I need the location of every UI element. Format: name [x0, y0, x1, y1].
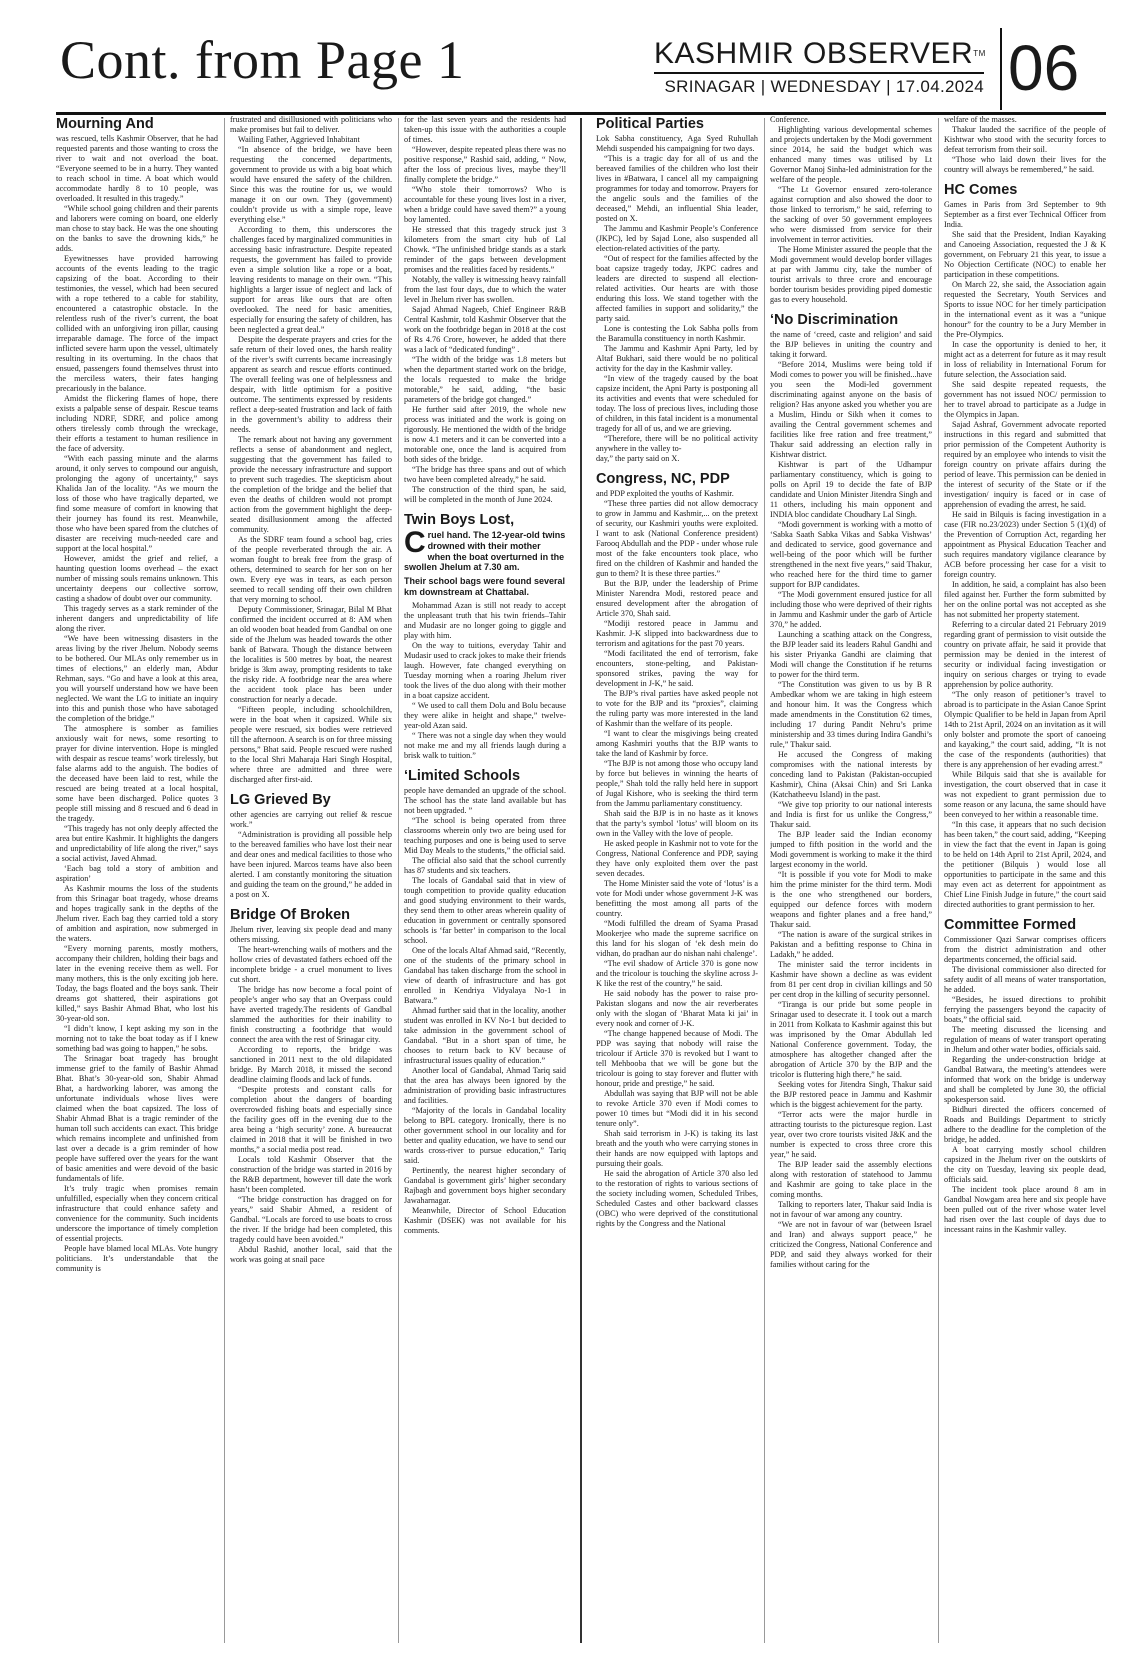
article-paragraph: The divisional commissioner also directed for safety audit of all means of water transportation, he added. — [944, 965, 1106, 994]
article-paragraph: “Modi fulfilled the dream of Syama Prasad Mookerjee who made the supreme sacrifice on this land for his slogan of ‘ek desh mein do vidhan, do pradhan aur do nishan nahi chalenge’. — [596, 919, 758, 958]
page-title: Cont. from Page 1 — [60, 30, 465, 90]
article-paragraph: But the BJP, under the leadership of Prime Minister Narendra Modi, restored peace and ensured development after the abrogation of Article 370, Shah said. — [596, 579, 758, 618]
article-paragraph: “This tragedy has not only deeply affected the area but entire Kashmir. It highlights the dangers and unpredictability of life along the river,” says a social activist, Javed Ahmad. — [56, 824, 218, 863]
column-divider — [224, 118, 225, 1643]
article-paragraph: “Fifteen people, including schoolchildren, were in the boat when it capsized. While six people were rescued, six bodies were retrieved till the afternoon. A search is on for three missing persons,” Bhat said. People rescued were rushed to the local Shri Maharaja Hari Singh Hospital, where three are admitted and three were discharged after first-aid. — [230, 705, 392, 784]
lead-text: ruel hand. The 12-year-old twins drowned with their mother when the boat overturned in the swollen Jhelum at 7.30 am. — [404, 530, 566, 573]
article-paragraph: “Before 2014, Muslims were being told if Modi comes to power you will be finished...have you seen the Modi-led government discriminating against anyone on the basis of religion? Has anyone asked you whether you are a Muslim, Hindu or Sikh when it comes to availing the Central government schemes and facilities like free ration and free treatment,” Thakur said addressing an election rally in Kishtwar district. — [770, 360, 932, 459]
article-paragraph: Despite the desperate prayers and cries for the safe return of their loved ones, the harsh reality of the river’s swift currents became increasingly apparent as search and rescue efforts continued. The overall feeling was one of helplessness and despair, with little optimism for a positive outcome. The sentiments expressed by residents reflect a deep-seated frustration and lack of faith in the government’s ability to address their needs. — [230, 335, 392, 434]
article-paragraph: Amidst the flickering flames of hope, there exists a palpable sense of despair. Rescue teams including NDRF, SDRF, and police among others tirelessly comb through the wreckage, their efforts a testament to human resilience in the face of adversity. — [56, 394, 218, 453]
article-paragraph: for the last seven years and the residents had taken-up this issue with the authorities a couple of times. — [404, 115, 566, 144]
column-1 — [56, 115, 218, 1645]
article-paragraph: Kishtwar is part of the Udhampur parliamentary constituency, which is going to polls on April 19 to decide the fate of BJP candidate and Union Minister Jitendra Singh and 11 others, including his main opponent and INDIA bloc candidate Choudhary Lal Singh. — [770, 460, 932, 519]
article-paragraph: People have blamed local MLAs. Vote hungry politicians. It’s understandable that the community is — [56, 1244, 218, 1273]
article-paragraph: The Jammu and Kashmir Apni Party, led by Altaf Bukhari, said there would be no political activity for the day in the Kashmir valley. — [596, 344, 758, 373]
article-paragraph: “We are not in favour of war (between Israel and Iran) and always support peace,” he criticized the Congress, National Conference and PDP, and said they always worked for their families without caring for the — [770, 1220, 932, 1269]
article-paragraph: Referring to a circular dated 21 February 2019 regarding grant of permission to visit outside the country on private affair, he said it provide that permission may be denied in the interest of security or individual facing investigation or inquiry on serious charges or trying to evade apprehension by police authority. — [944, 620, 1106, 689]
article-lead: Their school bags were found several km downstream at Chattabal. — [404, 576, 566, 597]
article-paragraph: The atmosphere is somber as families anxiously wait for news, some resorting to prayer for divine intervention. Hope is mingled with despair as rescue teams’ work tirelessly, but false alarms add to the anguish. The bodies of the deceased have been laid to rest, while the rescued are being treated at a local hospital, some have been discharged. Police quotes 3 people still missing and 8 rescued and 6 dead in the tragedy. — [56, 724, 218, 823]
article-paragraph: In addition, he said, a complaint has also been filed against her. Further the form submitted by her on the online portal was not accepted as she has not submitted her property statement. — [944, 580, 1106, 619]
article-lead — [404, 526, 566, 573]
article-paragraph: The BJP leader said the assembly elections along with restoration of statehood to Jammu and Kashmir are going to take place in the coming months. — [770, 1160, 932, 1199]
article-paragraph: ‘Each bag told a story of ambition and aspiration’ — [56, 864, 218, 883]
article-paragraph: “With each passing minute and the alarms around, it only serves to compound our anguish, prolonging the agony of uncertainty,” says Khalida Jan of the locality. “As we mourn the loss of those who have tragically departed, we find some measure of comfort in knowing that their journey has found its rest. Meanwhile, those who have been spared from the clutches of disaster are receiving much-needed care and support at the local hospital.” — [56, 454, 218, 553]
article-paragraph: The construction of the third span, he said, will be completed in the month of June 2024. — [404, 485, 566, 504]
article-paragraph: This tragedy serves as a stark reminder of the inherent dangers and unpredictability of life along the river. — [56, 604, 218, 633]
article-paragraph: She said that the President, Indian Kayaking and Canoeing Association, requested the J & K government, on February 21 this year, to issue a No Objection Certificate (NOC) to enable her participation in these competitions. — [944, 230, 1106, 279]
article-paragraph: He said nobody has the power to raise pro-Pakistan slogans and now the air reverberates only with the slogan of ‘Bharat Mata ki jai’ in every nook and corner of J-K. — [596, 989, 758, 1028]
article-paragraph: Mohammad Azan is still not ready to accept the unpleasant truth that his twin friends–Tahir and Mudasir are no longer going to giggle and play with him. — [404, 600, 566, 640]
article-paragraph: the name of ‘creed, caste and religion’ and said the BJP believes in uniting the country and taking it forward. — [770, 330, 932, 359]
article-paragraph: The Home Minister assured the people that the Modi government would develop border villages at par with Jammu city, take the number of tourist arrivals to three crore and encourage border tourism besides providing piped domestic gas to every household. — [770, 245, 932, 304]
article-paragraph: “Modi government is working with a motto of ‘Sabka Saath Sabka Vikas and Sabka Vishwas’ and dedicated to service, good governance and well-being of the poor which will be further strengthened in the next five years,” said Thakur, who reached here for the third time to garner support for BJP candidates. — [770, 520, 932, 589]
article-paragraph: According to them, this underscores the challenges faced by marginalized communities in accessing basic infrastructure. Despite repeated requests, the government has failed to provide even a simple solution like a rope or a boat, leaving residents to manage on their own. “This highlights a larger issue of neglect and lack of support for areas like ours that are often overlooked. The need for basic amenities, especially for ensuring the safety of children, has been neglected a great deal.” — [230, 225, 392, 334]
article-paragraph: He accused the Congress of making compromises with the national interests by conceding land to Pakistan (Pakistan-occupied Kashmir), China (Aksai Chin) and Sri Lanka (Katchatheevu Island) in the past. — [770, 750, 932, 799]
article-paragraph: “However, despite repeated pleas there was no positive response,” Rashid said, adding, “ Now, after the loss of precious lives, maybe they’ll finally complete the bridge.” — [404, 145, 566, 184]
article-paragraph: “The only reason of petitioner’s travel to abroad is to participate in the Asian Canoe Sprint Olympic Qualifier to be held in Japan from April 14th to 21st April, 2024 on an invitation as it will only bolster and promote the sport of canoeing and kayaking,” the court said, adding, “It is not the case of the respondents (authorities) that there is any apprehension of her evading arrest.” — [944, 690, 1106, 769]
article-paragraph: Pertinently, the nearest higher secondary of Gandabal is government girls’ higher secondary Rajbagh and government boys higher secondary Jawaharnagar. — [404, 1165, 566, 1205]
article-paragraph: “Majority of the locals in Gandabal locality belong to BPL category. Ironically, there is no other government school in our locality and for better and quality education, we have to send our wards cross-river to pursue education,” Tariq said. — [404, 1105, 566, 1165]
article-paragraph: “The school is being operated from three classrooms wherein only two are being used for teaching purposes and one is being used to serve Mid Day Meals to the students,” the official said. — [404, 815, 566, 855]
article-paragraph: He said in Bilquis is facing investigation in a case (FIR no.23/2023) under Section 5 (1)(d) of the Prevention of Corruption Act, regarding her appointment as Physical Education Teacher and such requires mandatory vigilance clearance by ACB before processing her case for a visit to foreign country. — [944, 510, 1106, 579]
article-paragraph: Eyewitnesses have provided harrowing accounts of the events leading to the tragic capsizing of the boat. According to their testimonies, the vessel, which had been secured with a rope tethered to a cable for stability, encountered a catastrophic obstacle. In the relentless rush of the river’s current, the boat collided with an unforgiving iron pillar, causing irreparable damage. The force of the impact inflicted severe harm upon the vessel, ultimately resulting in its overturning. In the chaos that ensued, passengers found themselves thrust into the merciless waters, their fates hanging precariously in the balance. — [56, 254, 218, 393]
article-paragraph: “Administration is providing all possible help to the bereaved families who have lost their near and dear ones and medical facilities to those who have been injured. Marcos teams have also been alerted. I am constantly monitoring the situation and guiding the team on the ground,” he added in a post on X. — [230, 830, 392, 899]
drop-cap: C — [404, 526, 426, 559]
article-paragraph: Wailing Father, Aggrieved Inhabitant — [238, 135, 360, 144]
article-paragraph: “It is possible if you vote for Modi to make him the prime minister for the third term. Modi is the one who strengthened our borders, equipped our defence forces with modern weapons and fighter planes and a free hand,” Thakur said. — [770, 870, 932, 929]
article-paragraph: One of the locals Altaf Ahmad said, “Recently, one of the students of the primary school in Gandabal has taken discharge from the school in view of dearth of infrastructure and has got enrolled in Kendriya Vidyalaya No-1 in Batwara.” — [404, 945, 566, 1005]
article-paragraph: “The Lt Governor ensured zero-tolerance against corruption and also showed the door to those linked to terrorism,” he said, referring to the sacking of over 50 government employees who were dismissed from service for their involvement in terror activities. — [770, 185, 932, 244]
article-paragraph: “We give top priority to our national interests and India is first for us unlike the Congress,” Thakur said. — [770, 800, 932, 829]
article-paragraph: Launching a scathing attack on the Congress, the BJP leader said its leaders Rahul Gandhi and his sister Priyanka Gandhi are claiming that Modi will change the Constitution if he returns to power for the third term. — [770, 630, 932, 679]
article-headline: Committee Formed — [944, 917, 1077, 933]
article-paragraph: The Home Minister said the vote of ‘lotus’ is a vote for Modi under whose government J-K was benefitting the most among all parts of the country. — [596, 879, 758, 918]
article-paragraph: “The Constitution was given to us by B R Ambedkar whom we are taking in high esteem and honour him. It was the Congress which made amendments in the Constitution 62 times, including 17 during Pandit Nehru’s prime ministership and 33 times during Indira Gandhi’s rule,” Thakur said. — [770, 680, 932, 749]
article-paragraph: Another local of Gandabal, Ahmad Tariq said that the area has always been ignored by the administration of providing basic infrastructures and facilities. — [404, 1065, 566, 1105]
article-headline: LG Grieved By — [230, 792, 331, 808]
brand-divider — [654, 72, 984, 74]
trademark-mark: TM — [973, 49, 986, 58]
article-paragraph: As Kashmir mourns the loss of the students from this Srinagar boat tragedy, whose dreams and hopes tragically sank in the depths of the Jhelum river. Each bag they carried told a story of ambition and aspiration, now submerged in the waters. — [56, 884, 218, 943]
article-paragraph: Meanwhile, Director of School Education Kashmir (DSEK) was not available for his comments. — [404, 1205, 566, 1235]
article-paragraph: “These three parties did not allow democracy to grow in Jammu and Kashmir,... on the pretext of security, our Kashmiri youths were exploited. I want to ask (National Conference president) Farooq Abdullah and the PDP - under whose rule most of the fake encounters took place, who fired on the children of Kashmir and handed the gun to them? It is these three parties.” — [596, 499, 758, 578]
article-paragraph: It’s truly tragic when promises remain unfulfilled, especially when they concern critical infrastructure that could enhance safety and convenience for the community. Such incidents underscore the importance of timely completion of essential projects. — [56, 1184, 218, 1243]
article-paragraph: “Out of respect for the families affected by the boat capsize tragedy today, JKPC cadres and leaders are directed to suspend all election-related activities. Our hearts are with those enduring this loss. We stand together with the affected families in support and solidarity,” the party said. — [596, 254, 758, 323]
article-paragraph: other agencies are carrying out relief & rescue work.” — [230, 810, 392, 829]
column-5 — [770, 115, 932, 1645]
article-paragraph: “The change happened because of Modi. The PDP was saying that nobody will raise the tricolour if Article 370 is revoked but I want to tell Mehbooba that we will be gone but the tricolour is going to stay forever and flutter with honour, pride and prestige,” he said. — [596, 1029, 758, 1088]
article-paragraph: Lone is contesting the Lok Sabha polls from the Baramulla constituency in north Kashmir. — [596, 324, 758, 343]
article-headline: Congress, NC, PDP — [596, 471, 730, 487]
article-paragraph: He said the abrogation of Article 370 also led to the restoration of rights to various sections of the society including women, Scheduled Tribes, Scheduled Castes and other backward classes (OBC) who were deprived of the constitutional rights by the Congress and the National — [596, 1169, 758, 1228]
article-paragraph: “The width of the bridge was 1.8 meters but when the department started work on the bridge, the locals requested to make the bridge motorable,” he said, adding, “the basic parameters of the bridge got changed.” — [404, 355, 566, 404]
article-paragraph: Seeking votes for Jitendra Singh, Thakur said the BJP restored peace in Jammu and Kashmir which is the biggest achievement for the party. — [770, 1080, 932, 1109]
article-paragraph: The BJP leader said the Indian economy jumped to fifth position in the world and the Modi government is working to make it the third largest economy in the world. — [770, 830, 932, 869]
article-paragraph: Conference. — [770, 115, 810, 124]
article-paragraph: “The Modi government ensured justice for all including those who were deprived of their rights in Jammu and Kashmir under the garb of Article 370,” he added. — [770, 590, 932, 629]
article-paragraph: “In this case, it appears that no such decision has been taken,” the court said, adding, “Keeping in view the fact that the event in Japan is going to be held on 14th April to 21st April, 2024, and the petitioner (Bilquis ) would lose all opportunities to participate in the same and this may even act as deterrent for appointment as Chief Line Finish Judge in future,” the court said directed authorities to grant permission to her. — [944, 820, 1106, 909]
article-paragraph: “In absence of the bridge, we have been requesting the concerned departments, government to provide us with a big boat which would have ensured the safety of the children. Since this was the routine for us, we would manage it on our own. They (government) couldn’t provide us with a simple rope, leave everything else.” — [230, 145, 392, 224]
article-paragraph: frustrated and disillusioned with politicians who make promises but fail to deliver. — [230, 115, 392, 134]
article-paragraph: According to reports, the bridge was sanctioned in 2011 next to the old dilapidated bridge. By March 2018, it missed the second deadline claiming floods and lack of funds. — [230, 1045, 392, 1084]
article-paragraph: “Modi facilitated the end of terrorism, fake encounters, stone-pelting, and Pakistan-sponsored strikes, paving the way for development in J-K,” he said. — [596, 649, 758, 688]
article-headline: ‘Limited Schools — [404, 767, 521, 784]
article-paragraph: “Therefore, there will be no political activity anywhere in the valley to- — [596, 434, 758, 453]
article-paragraph: Notably, the valley is witnessing heavy rainfall from the last four days, due to which the water level in Jhelum river has swollen. — [404, 275, 566, 304]
article-headline: ‘No Discrimination — [770, 312, 899, 328]
article-paragraph: The BJP’s rival parties have asked people not to vote for the BJP and its “proxies”, claiming the ruling party was more interested in the land of Kashmir than the welfare of its people. — [596, 689, 758, 728]
article-paragraph: A boat carrying mostly school children capsized in the Jhelum river on the outskirts of the city on Tuesday, leaving six people dead, officials said. — [944, 1145, 1106, 1184]
article-paragraph: “Every morning parents, mostly mothers, accompany their children, holding their bags and later in the evening receive them as well. For many mothers, this is the only exciting job here. Today, the bags floated and the boys sank. Their dreams got shattered, their aspirations got killed,” says Bashir Ahmad Bhat, who lost his 30-year-old son. — [56, 944, 218, 1023]
article-paragraph: However, amidst the grief and relief, a haunting question looms overhead – the exact number of missing souls remains unknown. This uncertainty deepens our collective sorrow, casting a shadow of doubt over our community. — [56, 554, 218, 603]
article-paragraph: Locals told Kashmir Observer that the construction of the bridge was started in 2016 by the R&B department, however till date the work hasn’t been completed. — [230, 1155, 392, 1194]
article-paragraph: The meeting discussed the licensing and regulation of means of water transport operating in Jhelum and other water bodies, officials said. — [944, 1025, 1106, 1054]
article-paragraph: The locals of Gandabal said that in view of tough competition to provide quality education and good studying environment to their wards, they send them to other areas wherein quality of education in government or centrally sponsored schools is ‘far better’ in comparison to the local school. — [404, 875, 566, 945]
article-paragraph: Highlighting various developmental schemes and projects undertaken by the Modi government since 2014, he said the budget which was enhanced many times was utilised by Lt Governor Manoj Sinha-led administration for the welfare of the people. — [770, 125, 932, 184]
brand-text: KASHMIR OBSERVER — [654, 37, 974, 70]
article-paragraph: “This is a tragic day for all of us and the bereaved families of the children who lost their lives in #Batwara, I cancel all my campaigning programmes for today and tomorrow. Prayers for the angelic souls and the families of the deceased,” Mehdi, an influential Shia leader, posted on X. — [596, 154, 758, 223]
article-paragraph: Commissioner Qazi Sarwar comprises officers from the district administration and other departments concerned, the official said. — [944, 935, 1106, 964]
page-number: 06 — [1000, 28, 1106, 110]
article-paragraph: “The evil shadow of Article 370 is gone now and the tricolour is touching the skyline across J-K like the rest of the country,” he said. — [596, 959, 758, 988]
article-headline: Mourning And — [56, 116, 154, 132]
column-divider — [764, 118, 765, 1643]
article-paragraph: He further said after 2019, the whole new process was initiated and the work is going on rigorously. He mentioned the width of the bridge is now 4.1 meters and it can be converted into a motorable one, once the land is acquired from both sides of the bridge. — [404, 405, 566, 464]
article-paragraph: In case the opportunity is denied to her, it might act as a deterrent for future as it may result in loss of reliability in International Forum for future selection, the Association said. — [944, 340, 1106, 379]
article-paragraph: Jhelum river, leaving six people dead and many others missing. — [230, 925, 392, 944]
article-paragraph: The Srinagar boat tragedy has brought immense grief to the family of Bashir Ahmad Bhat. Bhat’s 30-year-old son, Shabir Ahmad Bhat, a hardworking laborer, was among the unfortunate individuals whose lives were claimed when the boat capsized. The loss of Shabir Ahmad Bhat is a tragic reminder of the human toll such accidents can exact. This bridge which remains incomplete and unfinished from last over a decade is a grim reminder of how people have suffered over the years for the want of basic amenities and were devoid of the basic fundamentals of life. — [56, 1054, 218, 1183]
article-paragraph: Sajad Ahmad Nageeb, Chief Engineer R&B Central Kashmir, told Kashmir Observer that the work on the footbridge began in 2018 at the cost of Rs 4.76 Crore, however, he added that there was a lack of “dedicated funding” . — [404, 305, 566, 354]
article-paragraph: “In view of the tragedy caused by the boat capsize incident, the Apni Party is postponing all its activities and events that were scheduled for today. The loss of precious lives, including those of children, in this fatal incident is a monumental tragedy for all of us, and we are grieving. — [596, 374, 758, 433]
article-paragraph: welfare of the masses. — [944, 115, 1017, 124]
article-paragraph: day,” the party said on X. — [596, 454, 680, 463]
article-paragraph: On March 22, she said, the Association again requested the Secretary, Youth Services and Sports to issue NOC for her timely participation in the international event as it was a “unique honour” for the country to be a Jury Member in the Pre-Olympics. — [944, 280, 1106, 339]
article-paragraph: He stressed that this tragedy struck just 3 kilometers from the smart city hub of Lal Chowk. “The unfinished bridge stands as a stark reminder of the gaps between development promises and the realities faced by residents.” — [404, 225, 566, 274]
article-paragraph: The heart-wrenching wails of mothers and the hollow cries of devastated fathers echoed off the incomplete bridge - a cruel monument to lives cut short. — [230, 945, 392, 984]
article-paragraph: “We have been witnessing disasters in the areas living by the river Jhelum. Nobody seems to be bothered. Our MLAs only remember us in times of elections,” an elderly man, Abdur Rehman, says. “Go and have a look at this area, you will yourself understand how we have been neglected. We want the LG to initiate an inquiry into this and punish those who have sabotaged the completion of the bridge.” — [56, 634, 218, 723]
article-paragraph: Regarding the under-construction bridge at Gandbal Batwara, the meeting’s attendees were informed that work on the bridge is underway and shall be completed by June 30, the official spokesperson said. — [944, 1055, 1106, 1104]
article-headline: Bridge Of Broken — [230, 907, 351, 923]
article-paragraph: Thakur lauded the sacrifice of the people of Kishtwar who stood with the security forces to defeat terrorism from their soil. — [944, 125, 1106, 154]
article-paragraph: Deputy Commissioner, Srinagar, Bilal M Bhat confirmed the incident occurred at 8: AM when an old wooden boat headed from Gandbal on one side of the Jhelum was headed towards the other bank of Batwara. Though the distance between the localities is 500 metres by boat, the nearest bridge is 3km away, prompting residents to take the risky ride. A footbridge near the area where the accident took place has been under construction for nearly a decade. — [230, 605, 392, 704]
article-paragraph: “Tiranga is our pride but some people in Srinagar used to desecrate it. I took out a march in 2011 from Kolkata to Kashmir against this but was imprisoned by the Omar Abdullah led National Conference government. Today, the atmosphere has altogether changed after the abrogation of Article 370 by the BJP and the tricolor is fluttering high there,” he said. — [770, 1000, 932, 1079]
article-paragraph: As the SDRF team found a school bag, cries of the people reverberated through the air. A woman fought to break free from the grasp of others, determined to search for her son on her own. Every eye was in tears, as each person seemed to recall sending off their own children that very morning to school. — [230, 535, 392, 604]
article-paragraph: “Modiji restored peace in Jammu and Kashmir. J-K slipped into backwardness due to terrorism and agitations for the past 70 years. — [596, 619, 758, 648]
article-paragraph: “ We used to call them Dolu and Bolu because they were alike in height and shape,” twelve-year-old Azan said. — [404, 700, 566, 730]
column-6 — [944, 115, 1106, 1645]
article-paragraph: Ahmad further said that in the locality, another student was enrolled in KV No-1 but decided to take admission in the government school of Gandabal. “But in a short span of time, he chooses to return back to KV because of infrastructural issues quality of education.” — [404, 1005, 566, 1065]
article-paragraph: On the way to tuitions, everyday Tahir and Mudasir used to crack jokes to make their friends laugh. However, fate changed everything on Tuesday morning when a roaring Jhelum river took the lives of the duo along with their mother in a boat capsize accident. — [404, 640, 566, 700]
article-paragraph: and PDP exploited the youths of Kashmir. — [596, 489, 734, 498]
article-paragraph: “Who stole their tomorrows? Who is accountable for these young lives lost in a river, when a bridge could have saved them?” a young boy lamented. — [404, 185, 566, 224]
column-4 — [596, 115, 758, 1645]
column-3 — [404, 115, 566, 1645]
article-paragraph: “ There was not a single day when they would not make me and my all friends laugh during a brisk walk to tuition.” — [404, 730, 566, 760]
article-paragraph: people have demanded an upgrade of the school. The school has the state land available but has not been upgraded. ” — [404, 785, 566, 815]
column-2 — [230, 115, 392, 1645]
column-divider — [398, 118, 399, 1643]
article-paragraph: “Those who laid down their lives for the country will always be remembered,” he said. — [944, 155, 1106, 174]
masthead — [56, 32, 1106, 110]
article-paragraph: Sajad Ashraf, Government advocate reported instructions in this regard and submitted that prior permission of the Competent Authority is required by an employee who intends to visit the foreign country on private affairs during the period of leave. This permission can be denied in the interest of security of the State or if the investigation/ inquiry is faced or in case of apprehension of evading the arrest, he said. — [944, 420, 1106, 509]
article-paragraph: “The BJP is not among those who occupy land by force but believes in winning the hearts of people,” Shah told the rally held here in support of Jugal Kishore, who is seeking the third term from the Jammu parliamentary constituency. — [596, 759, 758, 808]
article-paragraph: The incident took place around 8 am in Gandbal Nowgam area here and six people have been pulled out of the river whose water level had risen over the last couple of days due to incessant rains in the Kashmir valley. — [944, 1185, 1106, 1234]
article-paragraph: “Terror acts were the major hurdle in attracting tourists to the picturesque region. Last year, over two crore tourists visited J&K and the number is expected to cross three crore this year,” he said. — [770, 1110, 932, 1159]
dateline: SRINAGAR | WEDNESDAY | 17.04.2024 — [664, 77, 984, 96]
article-paragraph: He asked people in Kashmir not to vote for the Congress, National Conference and PDP, saying they have only exploited them over the past seven decades. — [596, 839, 758, 878]
article-paragraph: Lok Sabha constituency, Aga Syed Ruhullah Mehdi suspended his campaigning for two days. — [596, 134, 758, 153]
article-paragraph: “Besides, he issued directions to prohibit ferrying the passengers beyond the capacity of boats,” the official said. — [944, 995, 1106, 1024]
article-paragraph: “I didn’t know, I kept asking my son in the morning not to take the boat today as if I knew something bad was going to happen,” he sobs. — [56, 1024, 218, 1053]
article-paragraph: “The bridge has three spans and out of which two have been completed already,” he said. — [404, 465, 566, 484]
article-paragraph: The bridge has now become a focal point of people’s anger who say that an Overpass could have averted tragedy.The residents of Gandbal slammed the authorities for their inability to finish constructing a footbridge that would connect the area with the rest of Srinagar city. — [230, 985, 392, 1044]
column-divider — [938, 118, 939, 1643]
article-paragraph: “Despite protests and constant calls for completion about the dangers of boarding overcrowded fishing boats and especially since the facility goes off in the evening due to the area being a ‘high security’ zone. A bureaucrat claimed in 2018 that it will be finished in two months,” a social media post read. — [230, 1085, 392, 1154]
article-paragraph: Shah said terrorism in J-K) is taking its last breath and the youth who were carrying stones in their hands are now equipped with laptops and pursuing their goals. — [596, 1129, 758, 1168]
article-paragraph: The remark about not having any government reflects a sense of abandonment and neglect, suggesting that the government has failed to provide the necessary infrastructure and support to prevent such tragedies. The skepticism about the completion of the bridge and the belief that even the deaths of children would not prompt action from the government highlight the deep-seated disillusionment among the affected community. — [230, 435, 392, 534]
brand-name — [654, 38, 984, 70]
article-paragraph: Abdul Rashid, another local, said that the work was going at snail pace — [230, 1245, 392, 1264]
article-paragraph: Games in Paris from 3rd September to 9th September as a first ever Technical Officer from India. — [944, 200, 1106, 229]
article-paragraph: The minister said the terror incidents in Kashmir have shown a decline as was evident from 81 per cent drop in civilian killings and 50 per cent drop in the killing of security personnel. — [770, 960, 932, 999]
article-headline: Political Parties — [596, 116, 704, 132]
article-paragraph: Shah said the BJP is in no haste as it knows that the party’s symbol ‘lotus’ will bloom on its own in the Valley with the love of people. — [596, 809, 758, 838]
article-headline: Twin Boys Lost, — [404, 512, 515, 528]
article-paragraph: “The nation is aware of the surgical strikes in Pakistan and a befitting response to China in Ladakh,” he added. — [770, 930, 932, 959]
article-paragraph: The Jammu and Kashmir People’s Conference (JKPC), led by Sajad Lone, also suspended all election-related activities of the party. — [596, 224, 758, 253]
article-paragraph: Talking to reporters later, Thakur said India is not in favour of war among any country. — [770, 1200, 932, 1219]
article-headline: HC Comes — [944, 182, 1018, 198]
column-divider — [580, 118, 582, 1643]
article-paragraph: was rescued, tells Kashmir Observer, that he had requested parents and those wanting to cross the river to wait and not overload the boat. “Everyone seemed to be in a hurry. They wanted to reach school in time. A boat which would accommodate hardly 8 to 10 people, was overloaded. It resulted in this tragedy.” — [56, 134, 218, 203]
article-paragraph: “While school going children and their parents and laborers were coming on board, one elderly man chose to stay back. He was the one shouting on the banks to save the drowning kids,” he adds. — [56, 204, 218, 253]
article-paragraph: “I want to clear the misgivings being created among Kashmiri youths that the BJP wants to take the land of Kashmir by force. — [596, 729, 758, 758]
article-paragraph: While Bilquis said that she is available for investigation, the court observed that in case it was not expedient to grant permission due to some reason or any lacuna, the same should have been conveyed to her within a reasonable time. — [944, 770, 1106, 819]
article-paragraph: She said despite repeated requests, the government has not issued NOC/ permission to her to travel abroad to participate as a Judge in the Olympics in Japan. — [944, 380, 1106, 419]
article-paragraph: Abdullah was saying that BJP will not be able to revoke Article 370 even if Modi comes to power 10 times but “Modi did it in his second tenure only”. — [596, 1089, 758, 1128]
article-paragraph: “The bridge construction has dragged on for years,” said Shabir Ahmed, a resident of Gandbal. “Locals are forced to use boats to cross the river. If the bridge had been completed, this tragedy could have been avoided.” — [230, 1195, 392, 1244]
article-paragraph: The official also said that the school currently has 87 students and six teachers. — [404, 855, 566, 875]
article-paragraph: Bidhuri directed the officers concerned of Roads and Buildings Department to strictly adhere to the deadline for the completion of the bridge, he added. — [944, 1105, 1106, 1144]
